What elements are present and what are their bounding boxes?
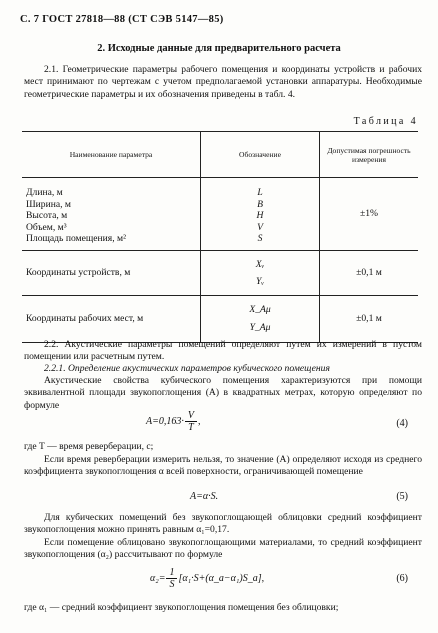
param-area: Площадь помещения, м²	[26, 233, 126, 245]
col-header-symbol: Обозначение	[201, 132, 320, 178]
cell-tolerance-workplace-coords: ±0,1 м	[320, 295, 419, 342]
paragraph-2-2: 2.2. Акустические параметры помещений определяют путем их измерений в пустом помещении или расчетным путем.	[24, 339, 422, 363]
symbol-XAmu: X_Aμ	[249, 303, 271, 315]
col-header-tolerance: Допустимая погрешность измерения	[320, 132, 419, 178]
where-T: где T — время реверберации, с;	[24, 441, 154, 452]
table-row	[22, 295, 418, 342]
equation-number-5: (5)	[396, 491, 408, 502]
symbol-YAmu: Y_Aμ	[249, 321, 271, 333]
col-header-parameter: Наименование параметра	[22, 132, 201, 178]
table-header-row	[22, 132, 418, 178]
param-length: Длина, м	[26, 187, 63, 198]
cell-tolerance-device-coords: ±0,1 м	[320, 250, 419, 295]
paragraph-reverberation: Если время реверберации измерить нельзя, то значение (А) определяют исходя из среднего коэффициента звукопоглощения α всей поверхности, ограничивающей помещение	[24, 454, 422, 478]
where-alpha1: где α₁ — средний коэффициент звукопоглощения помещения без облицовки;	[24, 602, 339, 613]
formula-6-lhs: α₂=	[150, 572, 166, 584]
table-row	[22, 178, 418, 251]
symbol-H: H	[256, 210, 264, 222]
symbol-B: B	[257, 198, 263, 210]
formula-5: A=α·S.	[190, 491, 219, 502]
equation-number-6: (6)	[396, 573, 408, 584]
paragraph-cube: Для кубических помещений без звукопоглощающей облицовки средний коэффициент звукопоглощения можно принять равным α₁=0,17.	[24, 512, 422, 536]
symbol-L: L	[257, 187, 263, 198]
symbol-V: V	[257, 221, 263, 233]
paragraph-2-2-1-title: 2.2.1. Определение акустических параметров кубического помещения	[44, 363, 330, 374]
formula-6-rhs: [α₁·S+(α_a−α₁)S_a],	[178, 572, 265, 584]
page-header: С. 7 ГОСТ 27818—88 (СТ СЭВ 5147—85)	[20, 14, 224, 25]
cell-symbols-device-coords	[201, 250, 320, 295]
table-row	[22, 250, 418, 295]
equation-number-4: (4)	[396, 418, 408, 429]
table-4	[22, 131, 418, 343]
paragraph-2-1: 2.1. Геометрические параметры рабочего помещения и координаты устройств и рабочих мест принимают по чертежам с учетом предполагаемой установки аппаратуры. Необходимые геометрические параметры и их обозначения приведены в табл. 4.	[24, 64, 422, 100]
cell-symbols-workplace-coords	[201, 295, 320, 342]
paragraph-2-2-1-text: Акустические свойства кубического помещения характеризуются при помощи эквивалентной площади звукопоглощения (А) в квадратных метрах, которую определяют по формуле	[24, 375, 422, 411]
cell-params-geometry	[22, 178, 201, 251]
cell-param-workplace-coords: Координаты рабочих мест, м	[22, 295, 201, 342]
symbol-S: S	[257, 233, 263, 245]
formula-4-fraction	[185, 410, 197, 433]
formula-6-numerator: 1	[166, 567, 177, 579]
formula-4	[146, 410, 200, 433]
formula-4-denominator: T	[188, 422, 194, 433]
section-title: 2. Исходные данные для предварительного расчета	[97, 43, 341, 54]
formula-6-denominator: S	[169, 579, 175, 590]
param-height: Высота, м	[26, 210, 68, 222]
cell-param-device-coords: Координаты устройств, м	[22, 250, 201, 295]
cell-symbols-geometry	[201, 178, 320, 251]
symbol-Yv: Yᵥ	[255, 275, 265, 287]
formula-4-lhs: A=0,163·	[146, 415, 184, 427]
formula-4-numerator: V	[185, 410, 197, 422]
cell-tolerance-geometry: ±1%	[320, 178, 419, 251]
param-width: Ширина, м	[26, 198, 72, 210]
table-caption: Таблица 4	[353, 116, 418, 127]
formula-6	[150, 567, 264, 590]
formula-6-fraction	[166, 567, 177, 590]
paragraph-lined: Если помещение облицовано звукопоглощающими материалами, то средний коэффициент звукопоглощения (α₂) рассчитывают по формуле	[24, 537, 422, 561]
symbol-Xv: Xᵥ	[255, 258, 265, 270]
param-volume: Объем, м³	[26, 221, 67, 233]
formula-4-tail: ,	[197, 415, 201, 427]
